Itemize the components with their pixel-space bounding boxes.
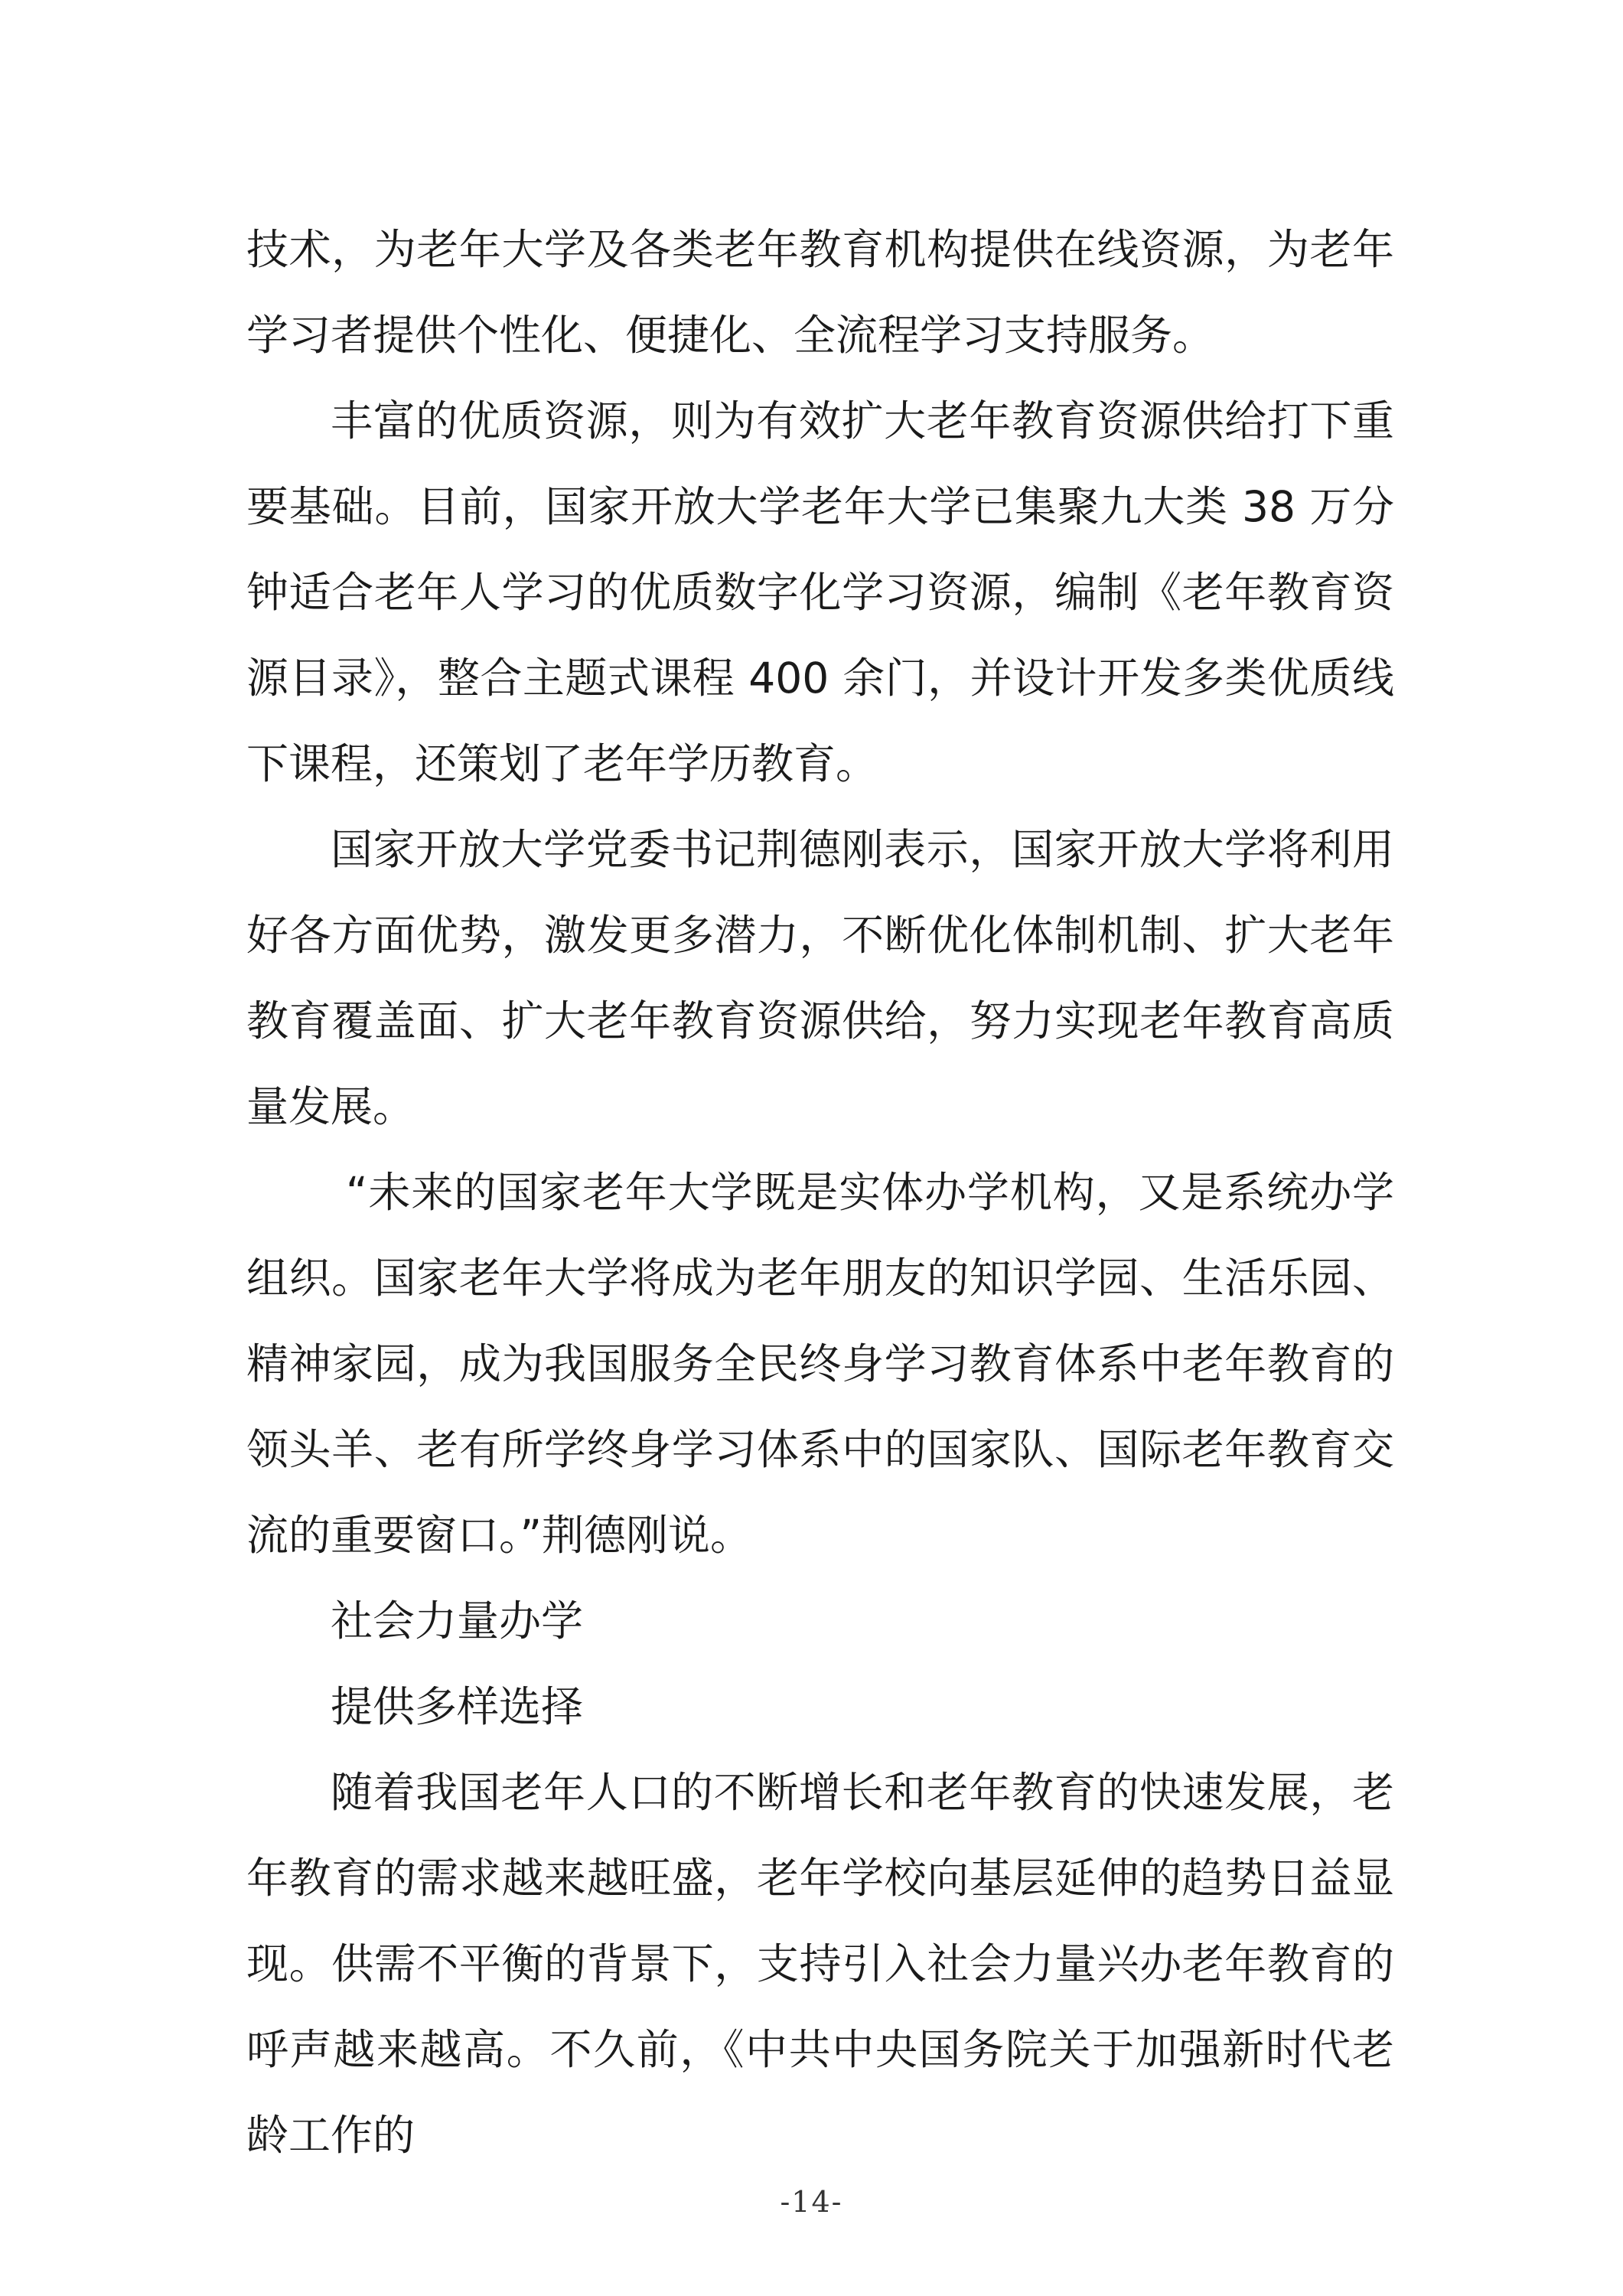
paragraph-resources: 丰富的优质资源，则为有效扩大老年教育资源供给打下重要基础。目前，国家开放大学老年大学已集聚九大类 38 万分钟适合老年人学习的优质数字化学习资源，编制《老年教育资源目录》，整合主题式课程 400 余门，并设计开发多类优质线下课程，还策划了老年学历教育。 [246,396,1394,788]
paragraph-continuation: 技术，为老年大学及各类老年教育机构提供在线资源，为老年学习者提供个性化、便捷化、全流程学习支持服务。 [246,225,1394,360]
section-heading-line-1: 社会力量办学 [331,1596,584,1645]
paragraph-quote: “未来的国家老年大学既是实体办学机构，又是系统办学组织。国家老年大学将成为老年朋友的知识学园、生活乐园、精神家园，成为我国服务全民终身学习教育体系中老年教育的领头羊、老有所学终身学习体系中的国家队、国际老年教育交流的重要窗口。”荆德刚说。 [246,1168,1394,1560]
body-text [246,207,1394,2178]
paragraph-social-forces: 随着我国老年人口的不断增长和老年教育的快速发展，老年教育的需求越来越旺盛，老年学校向基层延伸的趋势日益显现。供需不平衡的背景下，支持引入社会力量兴办老年教育的呼声越来越高。不久前，《中共中央国务院关于加强新时代老龄工作的 [246,1768,1394,2160]
paragraph-statement: 国家开放大学党委书记荆德刚表示，国家开放大学将利用好各方面优势，激发更多潜力，不断优化体制机制、扩大老年教育覆盖面、扩大老年教育资源供给，努力实现老年教育高质量发展。 [246,825,1394,1131]
page-number: -14- [780,2185,843,2219]
section-heading-line-2: 提供多样选择 [331,1682,584,1731]
